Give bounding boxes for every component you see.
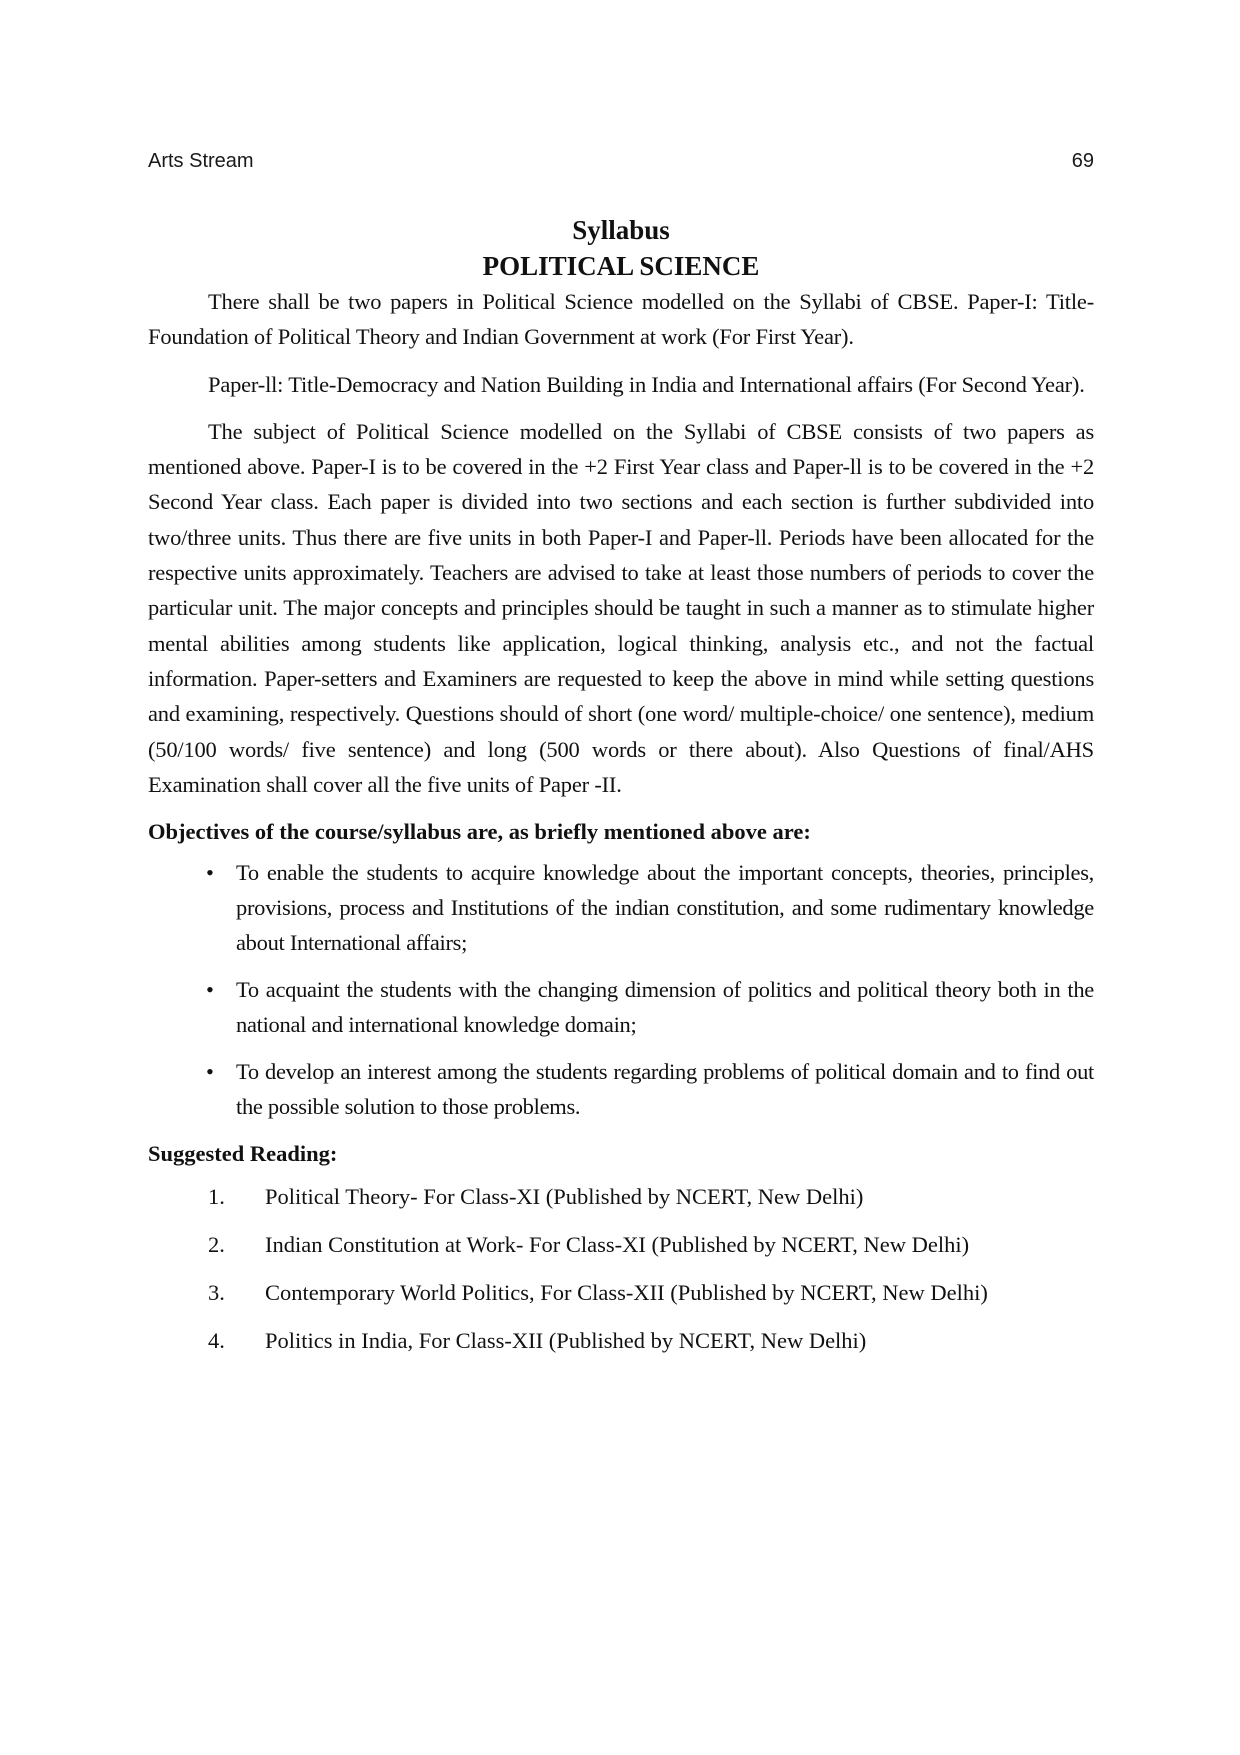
- item-number: 1.: [208, 1184, 225, 1210]
- list-item: [148, 1179, 1094, 1214]
- item-number: 2.: [208, 1232, 225, 1258]
- header-section-label: Arts Stream: [148, 150, 254, 172]
- title-line-1: Syllabus: [572, 215, 670, 245]
- objective-text: To acquaint the students with the changing dimension of politics and political theory both in the national and international knowledge domain;: [236, 977, 1094, 1038]
- intro-paragraph-1: There shall be two papers in Political Science modelled on the Syllabi of CBSE. Paper-I: Title-Foundation of Political Theory and Indian Government at work (For First Year).: [148, 289, 1094, 350]
- list-item: [148, 972, 1094, 1042]
- objective-text: To enable the students to acquire knowledge about the important concepts, theories, principles, provisions, process and Institutions of the indian constitution, and some rudimentary knowledge about International affairs;: [236, 860, 1094, 956]
- title-line-2: POLITICAL SCIENCE: [482, 251, 760, 281]
- item-number: 3.: [208, 1280, 225, 1306]
- list-item: [148, 1227, 1094, 1262]
- page-content: [148, 212, 1094, 1371]
- objective-text: To develop an interest among the students regarding problems of political domain and to find out the possible solution to those problems.: [236, 1059, 1094, 1120]
- bullet-icon: •: [206, 860, 214, 886]
- page-title: [148, 212, 1094, 284]
- list-item: [148, 1323, 1094, 1358]
- reading-heading: Suggested Reading:: [148, 1141, 338, 1167]
- item-number: 4.: [208, 1328, 225, 1354]
- reading-text: Political Theory- For Class-XI (Published by NCERT, New Delhi): [265, 1184, 864, 1210]
- intro-paragraph-2: Paper-ll: Title-Democracy and Nation Building in India and International affairs (For Second Year).: [208, 371, 1085, 397]
- intro-paragraph-3: The subject of Political Science modelled on the Syllabi of CBSE consists of two papers as mentioned above. Paper-I is to be covered in the +2 First Year class and Paper-ll is to be covered in the +2 Second Year class. Each paper is divided into two sections and each section is further subdivided into two/three units. Thus there are five units in both Paper-I and Paper-ll. Periods have been allocated for the respective units approximately. Teachers are advised to take at least those numbers of periods to cover the particular unit. The major concepts and principles should be taught in such a manner as to stimulate higher mental abilities among students like application, logical thinking, analysis etc., and not the factual information. Paper-setters and Examiners are requested to keep the above in mind while setting questions and examining, respectively. Questions should of short (one word/ multiple-choice/ one sentence), medium (50/100 words/ five sentence) and long (500 words or there about). Also Questions of final/AHS Examination shall cover all the five units of Paper -II.: [148, 418, 1094, 797]
- bullet-icon: •: [206, 1059, 214, 1085]
- page-number: 69: [1071, 150, 1094, 172]
- reading-text: Politics in India, For Class-XII (Published by NCERT, New Delhi): [265, 1328, 867, 1354]
- reading-text: Indian Constitution at Work- For Class-XI (Published by NCERT, New Delhi): [265, 1232, 970, 1258]
- reading-text: Contemporary World Politics, For Class-XII (Published by NCERT, New Delhi): [265, 1280, 988, 1306]
- running-header: [148, 150, 1094, 173]
- list-item: [148, 855, 1094, 960]
- bullet-icon: •: [206, 977, 214, 1003]
- reading-list: [148, 1179, 1094, 1358]
- objectives-heading: Objectives of the course/syllabus are, as briefly mentioned above are:: [148, 819, 811, 845]
- list-item: [148, 1275, 1094, 1310]
- list-item: [148, 1054, 1094, 1124]
- objectives-list: [148, 855, 1094, 1124]
